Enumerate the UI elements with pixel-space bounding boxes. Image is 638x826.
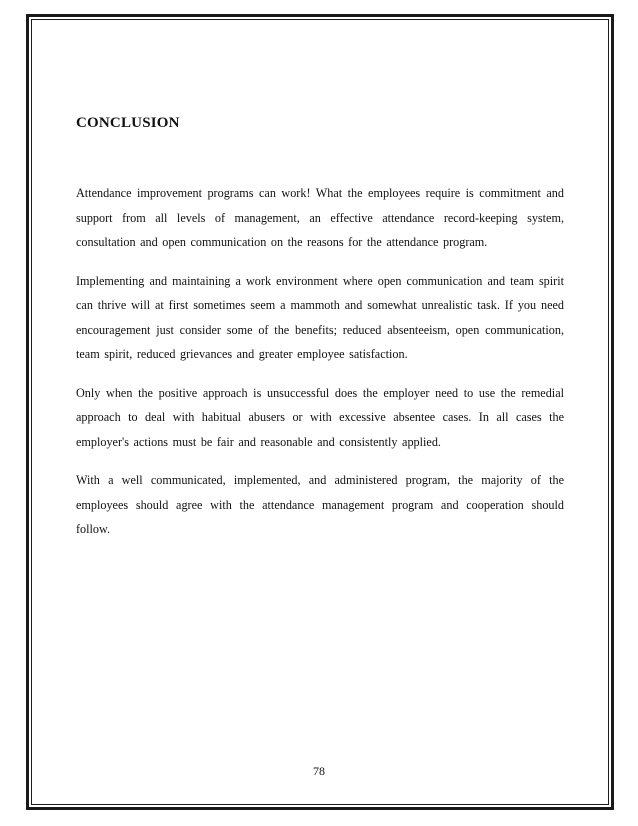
paragraph-3: Only when the positive approach is unsuccessful does the employer need to use the remedial approach to deal with habitual abusers or with excessive absentee cases. In all cases the employer's actions must be fair and reasonable and consistently applied. — [76, 385, 564, 449]
paragraph-4: With a well communicated, implemented, and administered program, the majority of the employees should agree with the attendance management program and cooperation should follow. — [76, 473, 564, 536]
body-text — [76, 181, 564, 556]
section-heading: CONCLUSION — [76, 115, 180, 131]
paragraph-2: Implementing and maintaining a work environment where open communication and team spirit can thrive will at first sometimes seem a mammoth and somewhat unrealistic task. If you need encouragement just consider some of the benefits; reduced absenteeism, open communication, team spirit, reduced grievances and greater employee satisfaction. — [76, 273, 564, 361]
page-number: 78 — [313, 764, 325, 778]
paragraph-1: Attendance improvement programs can work! What the employees require is commitment and support from all levels of management, an effective attendance record-keeping system, consultation and open communication on the reasons for the attendance program. — [76, 186, 564, 249]
